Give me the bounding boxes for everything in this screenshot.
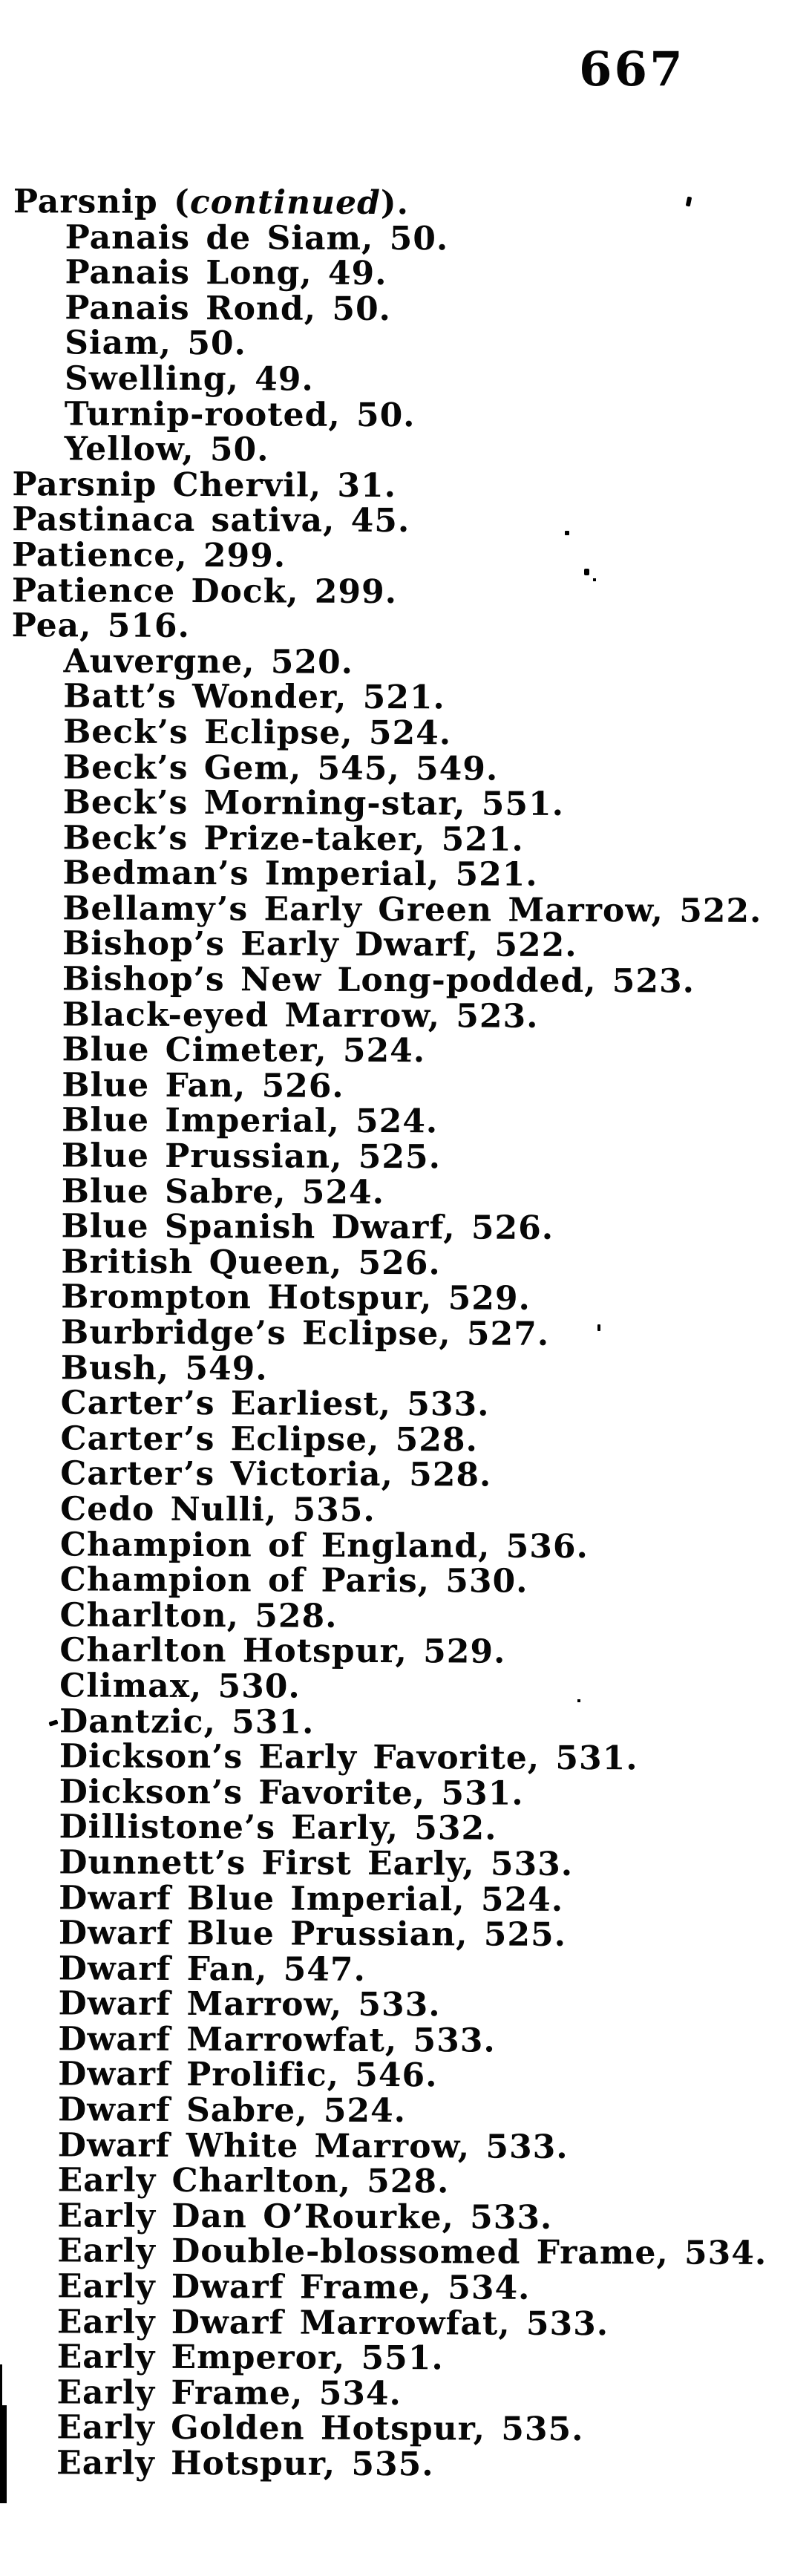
index-entry-text: Early Double-blossomed Frame, 534. bbox=[57, 2232, 767, 2273]
index-entry-text: Early Hotspur, 535. bbox=[56, 2444, 434, 2484]
index-entry-text: Blue Sabre, 524. bbox=[61, 1171, 385, 1212]
index-entry-text: Bishop’s New Long-podded, 523. bbox=[62, 960, 695, 1001]
index-entry bbox=[0, 644, 756, 682]
index-entry-text: Cedo Nulli, 535. bbox=[60, 1490, 376, 1529]
index-entry bbox=[0, 1774, 751, 1813]
index-entry bbox=[0, 1171, 753, 1212]
index-entry bbox=[0, 1138, 753, 1177]
index-entry bbox=[0, 679, 755, 717]
index-entry-text: Black-eyed Marrow, 523. bbox=[62, 995, 539, 1036]
index-entry-text: Dwarf Marrow, 533. bbox=[58, 1984, 441, 2024]
index-entry-text: Early Frame, 534. bbox=[56, 2373, 402, 2413]
index-entry bbox=[0, 2021, 750, 2060]
ink-speck bbox=[584, 569, 589, 575]
index-entry bbox=[0, 184, 757, 223]
index-entry-text: Bedman’s Imperial, 521. bbox=[62, 854, 538, 895]
ink-speck bbox=[593, 578, 596, 581]
index-entry-text: Dwarf White Marrow, 533. bbox=[57, 2125, 569, 2166]
index-entry bbox=[0, 2232, 767, 2273]
scan-artifact-bar bbox=[0, 2405, 7, 2503]
index-entry-text: Blue Cimeter, 524. bbox=[62, 1030, 426, 1070]
index-entry bbox=[0, 1701, 751, 1742]
index-entry bbox=[0, 537, 756, 576]
index-entry-text: Dillistone’s Early, 532. bbox=[59, 1808, 497, 1848]
index-entry-text: Dwarf Blue Prussian, 525. bbox=[58, 1914, 567, 1955]
index-entry-text: Champion of England, 536. bbox=[59, 1525, 589, 1566]
index-entry bbox=[0, 1315, 753, 1353]
index-entry bbox=[0, 1986, 750, 2024]
index-entry bbox=[0, 1562, 752, 1601]
index-entry bbox=[0, 1421, 753, 1459]
index-entry bbox=[0, 1668, 751, 1707]
index-entry-text: Beck’s Morning-star, 551. bbox=[62, 783, 565, 824]
index-entry bbox=[0, 961, 754, 1000]
index-entry bbox=[0, 467, 756, 506]
index-entry bbox=[0, 2056, 750, 2095]
index-entry bbox=[0, 1209, 753, 1247]
index-entry bbox=[0, 608, 756, 647]
index-entry-text: Champion of Paris, 530. bbox=[59, 1560, 528, 1601]
index-entry bbox=[0, 1456, 752, 1494]
index-entry-text: Batt’s Wonder, 521. bbox=[63, 677, 445, 717]
index-entry bbox=[0, 1350, 753, 1389]
index-entry bbox=[0, 1739, 751, 1777]
index-entry bbox=[0, 2163, 750, 2201]
index-entry bbox=[0, 1598, 752, 1636]
index-entry-text: Panais de Siam, 50. bbox=[65, 218, 449, 258]
index-entry-text: Carter’s Eclipse, 528. bbox=[60, 1419, 478, 1459]
index-entry-text: Beck’s Gem, 545, 549. bbox=[62, 748, 499, 788]
index-entry bbox=[0, 573, 756, 612]
index-entry-text: Carter’s Earliest, 533. bbox=[60, 1384, 490, 1424]
index-entry bbox=[0, 1632, 751, 1671]
index-entry bbox=[0, 820, 755, 859]
index-entry bbox=[0, 889, 762, 930]
index-entry-text: Parsnip Chervil, 31. bbox=[12, 465, 397, 505]
page-number: 667 bbox=[579, 42, 685, 97]
index-entry-text: Dantzic, 531. bbox=[59, 1701, 315, 1742]
index-entry-text: Dwarf Fan, 547. bbox=[58, 1949, 366, 1989]
index-entry-text: Panais Long, 49. bbox=[65, 253, 387, 293]
index-entry-text: Dunnett’s First Early, 533. bbox=[59, 1843, 574, 1883]
scan-artifact-bar bbox=[0, 2364, 2, 2407]
index-entry-text: Panais Rond, 50. bbox=[65, 289, 392, 328]
index-entry bbox=[0, 502, 756, 540]
index-entry bbox=[0, 1102, 753, 1141]
index-entry bbox=[0, 1951, 750, 1990]
index-entry bbox=[0, 1032, 754, 1070]
index-entry-text: Early Charlton, 528. bbox=[57, 2161, 450, 2201]
index-entry-text: Early Dwarf Frame, 534. bbox=[57, 2267, 531, 2307]
index-entry-text: Patience Dock, 299. bbox=[11, 571, 398, 611]
index-entry bbox=[0, 1845, 750, 1883]
index-entry-text: Siam, 50. bbox=[65, 324, 247, 363]
index-entry bbox=[0, 1527, 752, 1566]
index-entry-text: Bush, 549. bbox=[60, 1348, 268, 1387]
index-entry-text: Beck’s Prize-taker, 521. bbox=[62, 819, 524, 859]
ink-speck bbox=[597, 1324, 600, 1331]
index-entry-text: Turnip-rooted, 50. bbox=[64, 394, 416, 434]
index-entry bbox=[0, 1385, 753, 1424]
index-entry bbox=[0, 255, 757, 293]
index-entry bbox=[0, 290, 756, 329]
index-entry-text: British Queen, 526. bbox=[61, 1243, 441, 1283]
index-entry bbox=[0, 1809, 751, 1848]
index-entry-text: Bellamy’s Early Green Marrow, 522. bbox=[62, 889, 762, 930]
index-entry-text: Blue Imperial, 524. bbox=[62, 1101, 439, 1141]
index-entry-text: Dickson’s Favorite, 531. bbox=[59, 1773, 524, 1813]
index-entry bbox=[0, 1880, 750, 1918]
index-entry bbox=[0, 2198, 750, 2237]
index-entry bbox=[0, 431, 756, 470]
index-entry-text: Patience, 299. bbox=[11, 536, 286, 575]
index-entry-italic-text: continued bbox=[189, 183, 381, 222]
index-entry bbox=[0, 2410, 748, 2448]
index-entry bbox=[0, 1244, 753, 1283]
ink-speck bbox=[577, 1699, 580, 1702]
index-entry-text: Pastinaca sativa, 45. bbox=[12, 500, 410, 540]
index-entry-text: Auvergne, 520. bbox=[63, 642, 354, 681]
index-entry bbox=[0, 2339, 749, 2378]
index-entry-text: Carter’s Victoria, 528. bbox=[60, 1454, 492, 1494]
index-entry-text: Dwarf Sabre, 524. bbox=[57, 2090, 407, 2131]
index-entry bbox=[0, 1491, 752, 1530]
index-entry bbox=[0, 997, 754, 1036]
index-entry-text: Climax, 530. bbox=[59, 1667, 301, 1706]
index-entry bbox=[0, 361, 756, 399]
index-entry bbox=[0, 1915, 750, 1954]
index-entry bbox=[0, 785, 755, 823]
index-entry bbox=[0, 2445, 748, 2484]
index-entry-text: Charlton, 528. bbox=[59, 1596, 338, 1635]
index-entry bbox=[0, 2092, 750, 2131]
index-entry-text: Brompton Hotspur, 529. bbox=[61, 1278, 531, 1318]
index-entry-text: Early Golden Hotspur, 535. bbox=[56, 2408, 584, 2449]
index-list bbox=[0, 183, 767, 2484]
index-entry-text: Yellow, 50. bbox=[64, 430, 269, 469]
index-entry-text: Dwarf Prolific, 546. bbox=[58, 2055, 438, 2095]
index-entry bbox=[0, 220, 757, 258]
index-entry-text: Blue Spanish Dwarf, 526. bbox=[61, 1207, 554, 1248]
index-entry bbox=[0, 749, 755, 788]
index-entry-text: Beck’s Eclipse, 524. bbox=[63, 713, 452, 753]
index-entry-text: Blue Prussian, 525. bbox=[61, 1137, 442, 1177]
index-entry-text: Swelling, 49. bbox=[64, 359, 314, 399]
index-entry-text: Early Emperor, 551. bbox=[56, 2338, 444, 2378]
index-entry-text: Burbridge’s Eclipse, 527. bbox=[60, 1313, 550, 1353]
ink-speck bbox=[565, 531, 569, 535]
index-entry bbox=[0, 2269, 749, 2307]
index-entry bbox=[0, 2375, 749, 2413]
index-entry-text: Dwarf Marrowfat, 533. bbox=[58, 2020, 496, 2060]
index-entry bbox=[0, 396, 756, 435]
index-entry bbox=[0, 2304, 749, 2343]
index-entry bbox=[0, 855, 755, 894]
index-entry bbox=[0, 325, 756, 364]
index-entry-text: Charlton Hotspur, 529. bbox=[59, 1631, 506, 1671]
index-entry-text: Early Dan O’Rourke, 533. bbox=[57, 2197, 553, 2237]
index-entry-text: Parsnip ( bbox=[13, 183, 190, 221]
index-entry bbox=[0, 2125, 750, 2166]
index-entry-text: Blue Fan, 526. bbox=[62, 1066, 344, 1105]
index-entry-text: ). bbox=[380, 183, 410, 223]
index-entry-text: Pea, 516. bbox=[11, 607, 191, 646]
index-entry bbox=[0, 1068, 753, 1106]
index-entry-text: Bishop’s Early Dwarf, 522. bbox=[62, 924, 577, 965]
index-entry-text: Early Dwarf Marrowfat, 533. bbox=[56, 2302, 609, 2343]
index-entry bbox=[0, 1279, 753, 1318]
index-entry bbox=[0, 714, 755, 753]
index-entry-text: Dickson’s Early Favorite, 531. bbox=[59, 1737, 638, 1778]
index-entry-text: Dwarf Blue Imperial, 524. bbox=[59, 1878, 564, 1919]
index-entry bbox=[0, 926, 754, 964]
